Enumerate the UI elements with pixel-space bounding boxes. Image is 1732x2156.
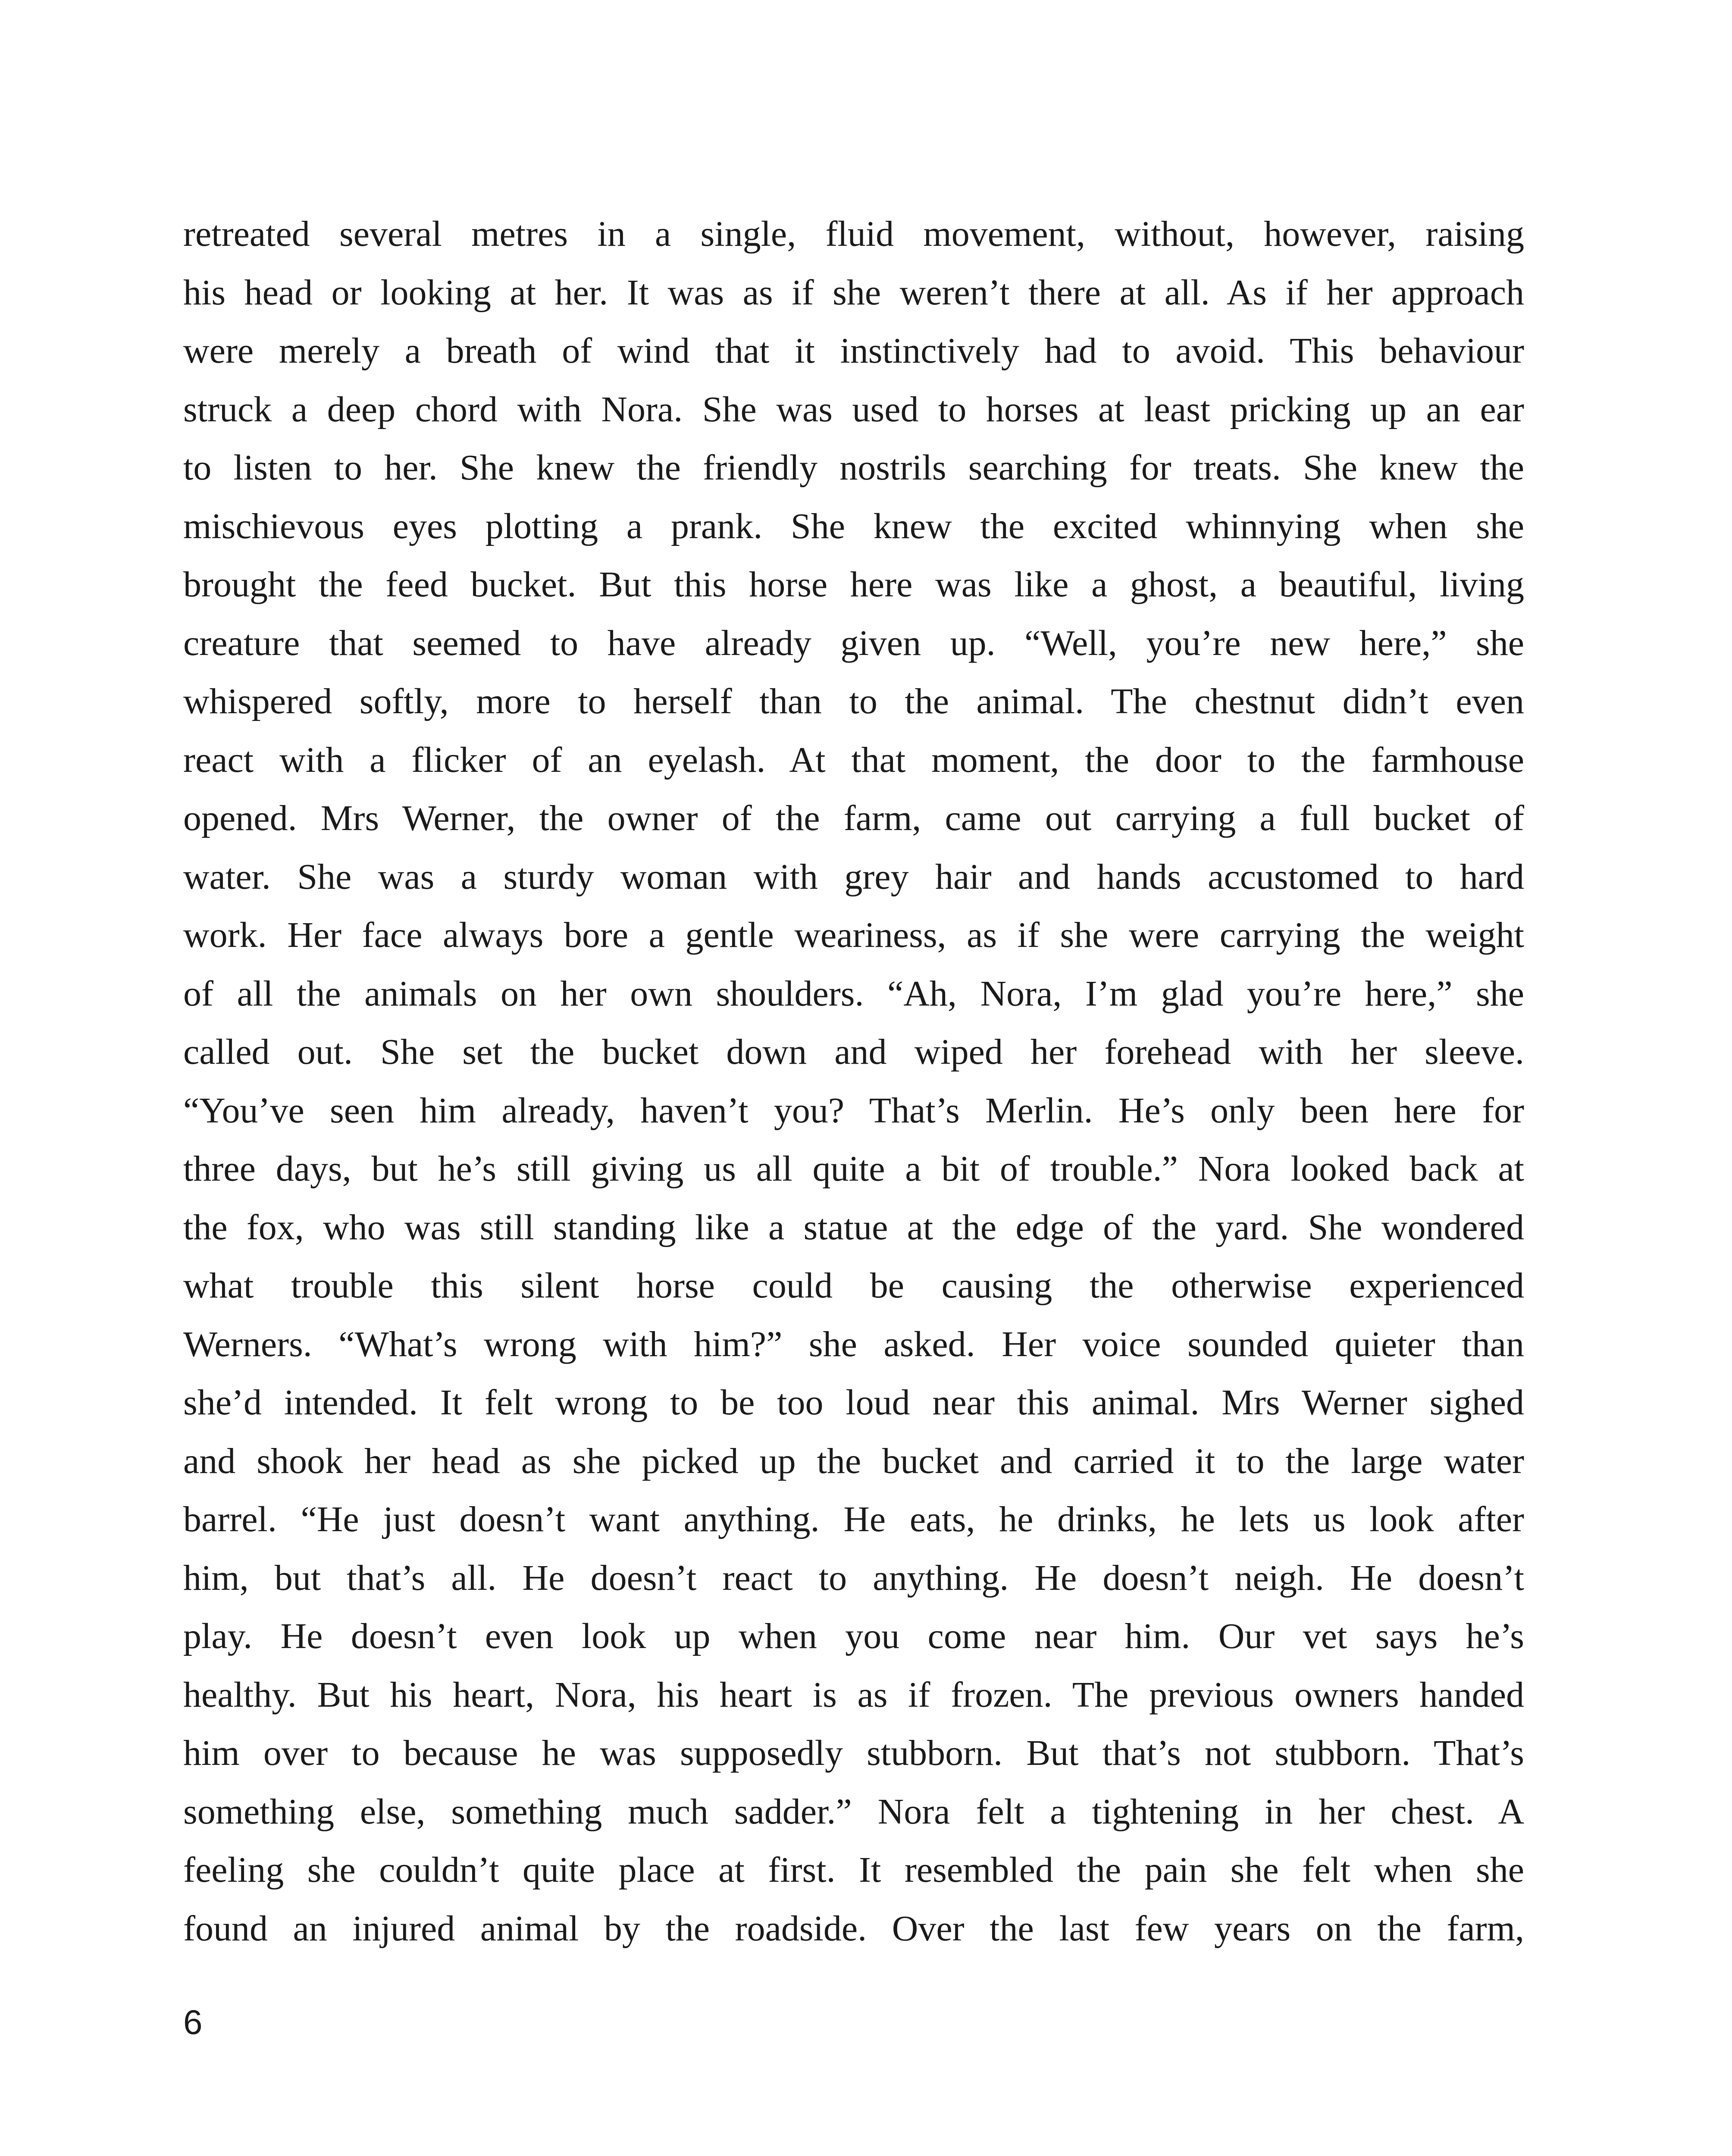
text-line: creature that seemed to have already given up. “Well, you’re new here,” she xyxy=(183,623,1524,663)
body-text xyxy=(183,205,1524,1958)
text-line: three days, but he’s still giving us all quite a bit of trouble.” Nora looked back at xyxy=(183,1149,1524,1189)
text-line: retreated several metres in a single, fluid movement, without, however, raising xyxy=(183,214,1524,254)
text-line: mischievous eyes plotting a prank. She knew the excited whinnying when she xyxy=(183,506,1524,546)
text-line: play. He doesn’t even look up when you come near him. Our vet says he’s xyxy=(183,1616,1524,1656)
text-line: she’d intended. It felt wrong to be too loud near this animal. Mrs Werner sighed xyxy=(183,1382,1524,1423)
text-line: Werners. “What’s wrong with him?” she asked. Her voice sounded quieter than xyxy=(183,1324,1524,1364)
text-line: him over to because he was supposedly stubborn. But that’s not stubborn. That’s xyxy=(183,1733,1524,1773)
text-line: struck a deep chord with Nora. She was used to horses at least pricking up an ear xyxy=(183,389,1524,429)
text-line: “You’ve seen him already, haven’t you? That’s Merlin. He’s only been here for xyxy=(183,1090,1524,1131)
page-number: 6 xyxy=(183,2003,203,2041)
text-line: and shook her head as she picked up the bucket and carried it to the large water xyxy=(183,1441,1524,1481)
text-line: his head or looking at her. It was as if she weren’t there at all. As if her approach xyxy=(183,272,1524,313)
text-line: were merely a breath of wind that it instinctively had to avoid. This behaviour xyxy=(183,331,1524,371)
text-line: to listen to her. She knew the friendly nostrils searching for treats. She knew the xyxy=(183,448,1524,488)
text-line: water. She was a sturdy woman with grey hair and hands accustomed to hard xyxy=(183,856,1524,897)
text-line: the fox, who was still standing like a statue at the edge of the yard. She wondered xyxy=(183,1207,1524,1247)
text-line: what trouble this silent horse could be causing the otherwise experienced xyxy=(183,1266,1524,1306)
text-line: work. Her face always bore a gentle weariness, as if she were carrying the weight xyxy=(183,915,1524,955)
text-line: him, but that’s all. He doesn’t react to anything. He doesn’t neigh. He doesn’t xyxy=(183,1557,1524,1598)
text-line: brought the feed bucket. But this horse here was like a ghost, a beautiful, living xyxy=(183,564,1524,605)
text-line: barrel. “He just doesn’t want anything. He eats, he drinks, he lets us look after xyxy=(183,1499,1524,1539)
text-line: whispered softly, more to herself than to the animal. The chestnut didn’t even xyxy=(183,681,1524,721)
text-line: called out. She set the bucket down and wiped her forehead with her sleeve. xyxy=(183,1032,1524,1072)
text-line: found an injured animal by the roadside. Over the last few years on the farm, xyxy=(183,1908,1524,1949)
text-line: healthy. But his heart, Nora, his heart is as if frozen. The previous owners handed xyxy=(183,1674,1524,1715)
text-line: something else, something much sadder.” Nora felt a tightening in her chest. A xyxy=(183,1791,1524,1832)
text-line: react with a flicker of an eyelash. At that moment, the door to the farmhouse xyxy=(183,740,1524,780)
text-line: feeling she couldn’t quite place at first. It resembled the pain she felt when she xyxy=(183,1850,1524,1890)
text-line: of all the animals on her own shoulders. “Ah, Nora, I’m glad you’re here,” she xyxy=(183,973,1524,1014)
text-line: opened. Mrs Werner, the owner of the farm, came out carrying a full bucket of xyxy=(183,798,1524,838)
